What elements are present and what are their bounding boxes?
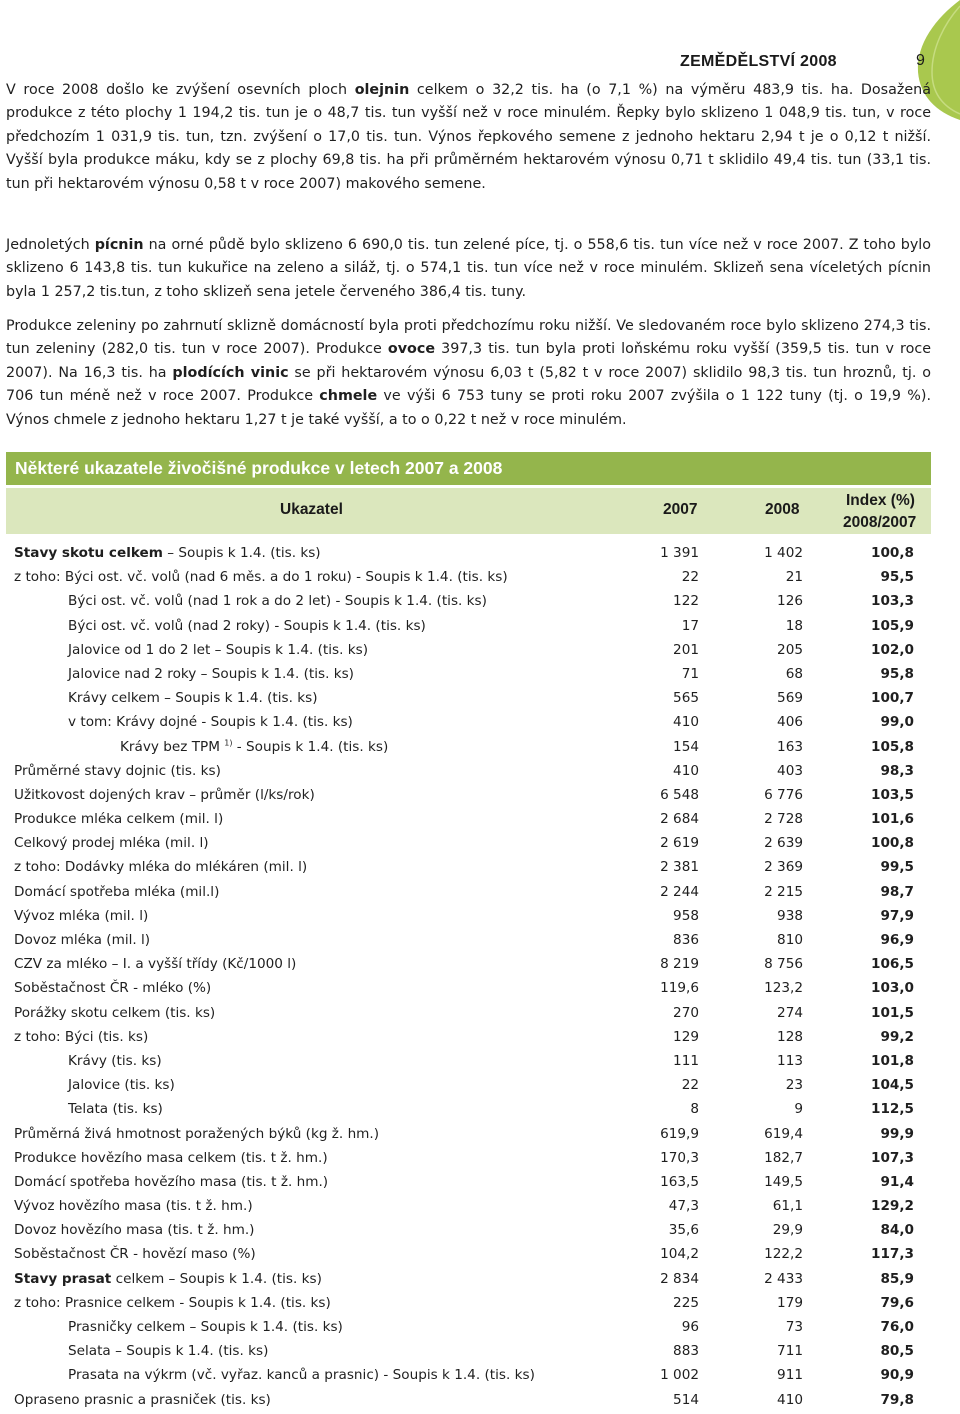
index-value: 99,0 [880,714,914,731]
row-label [14,1388,271,1412]
text-run: V roce 2008 došlo ke zvýšení osevních ploch [6,82,355,98]
index-value: 105,8 [871,738,914,755]
row-label-text: – Soupis k 1.4. (tis. ks) [162,545,321,561]
value-2007: 201 [673,641,699,658]
row-label-text: Selata – Soupis k 1.4. (tis. ks) [68,1343,269,1360]
value-2008: 182,7 [764,1149,803,1166]
table-row [6,1339,931,1363]
row-label-text: Jalovice od 1 do 2 let – Soupis k 1.4. (tis. ks) [68,641,369,658]
index-value: 79,8 [880,1391,914,1408]
row-label [14,1291,331,1315]
table-row [6,614,931,638]
value-2008: 2 369 [764,859,803,876]
value-2008: 21 [785,569,803,586]
page-number: 9 [916,52,925,69]
row-label [120,735,388,759]
row-label [14,1242,256,1266]
row-label-bold: Stavy prasat [14,1270,112,1287]
table-row [6,1194,931,1218]
highlighted-term: pícnin [94,237,144,253]
value-2008: 2 433 [764,1270,803,1287]
value-2008: 2 728 [764,811,803,828]
index-value: 103,3 [871,593,914,610]
value-2007: 96 [681,1319,699,1335]
value-2008: 163 [777,738,803,755]
row-label [14,1001,215,1025]
table-header [6,488,931,534]
value-2007: 47,3 [668,1198,699,1215]
row-label [14,855,307,879]
table-row [6,1388,931,1412]
paragraph-vegetables [6,315,931,432]
value-2008: 205 [777,641,803,658]
row-label [14,880,219,904]
table-body [6,541,931,1412]
table-row [6,1315,931,1339]
table-row [6,904,931,928]
index-value: 97,9 [880,907,914,924]
index-value: 76,0 [880,1319,914,1335]
value-2007: 22 [681,1077,699,1094]
value-2007: 2 381 [660,859,699,876]
row-label-text: z toho: Býci (tis. ks) [14,1028,149,1045]
row-label-text: Domácí spotřeba hovězího masa (tis. t ž. hm.) [14,1173,329,1190]
value-2007: 2 244 [660,883,699,900]
index-value: 103,0 [871,980,914,997]
value-2008: 711 [777,1343,803,1360]
paragraph-oilseeds [6,79,931,196]
row-label [14,1194,253,1218]
table-row [6,1170,931,1194]
value-2007: 836 [673,932,699,948]
index-value: 98,3 [880,762,914,779]
row-label [14,783,315,807]
value-2007: 119,6 [660,980,699,997]
row-label [14,807,223,831]
row-label [14,565,508,589]
row-label [14,1267,322,1291]
index-value: 101,6 [871,811,914,828]
value-2008: 569 [777,690,803,707]
index-value: 91,4 [880,1173,914,1190]
text-run: Produkce zeleniny po zahrnutí sklizně domácností byla proti předchozímu roku nižší. Ve sledovaném roce bylo sklizeno 274,3 tis. tun zeleniny (282,0 tis. tun v roce 2007). Produkce [6,318,931,358]
index-value: 117,3 [871,1246,914,1263]
value-2008: 938 [777,907,803,924]
row-label [68,589,487,613]
table-row [6,783,931,807]
table-row [6,1267,931,1291]
value-2007: 1 002 [660,1367,699,1384]
value-2008: 123,2 [764,980,803,997]
index-value: 96,9 [880,932,914,948]
row-label [68,710,353,734]
row-label-bold: Stavy skotu celkem [14,545,163,561]
row-label [68,614,426,638]
value-2007: 619,9 [660,1125,699,1142]
index-value: 99,5 [880,859,914,876]
value-2007: 163,5 [660,1173,699,1190]
table-row [6,1146,931,1170]
row-label [14,1146,328,1170]
row-label [14,541,321,565]
table-row [6,976,931,1000]
table-row [6,1049,931,1073]
highlighted-term: plodících vinic [172,364,289,381]
table-row [6,831,931,855]
value-2007: 35,6 [668,1222,699,1239]
index-value: 107,3 [871,1149,914,1166]
value-2007: 958 [673,907,699,924]
section-title: ZEMĚDĚLSTVÍ 2008 [680,53,837,70]
row-label [14,1025,148,1049]
value-2007: 2 619 [660,835,699,852]
text-run: ve výši 6 753 tuny se proti roku 2007 zvýšila o 1 122 tuny (tj. o 19,9 %). Výnos chmele z jednoho hektaru 1,27 t je také vyšší, a to o 0,22 t než v roce minulém. [6,388,931,428]
row-label [68,638,368,662]
value-2008: 73 [785,1319,803,1335]
value-2007: 2 684 [660,811,699,828]
value-2008: 29,9 [772,1222,803,1239]
index-value: 90,9 [880,1367,914,1384]
row-label [14,976,211,1000]
table-row [6,710,931,734]
table-row [6,589,931,613]
value-2008: 8 756 [764,956,803,973]
value-2007: 2 834 [660,1270,699,1287]
value-2007: 111 [673,1052,699,1069]
value-2008: 2 215 [764,883,803,900]
index-value: 95,5 [880,569,914,586]
table-row [6,952,931,976]
value-2008: 18 [785,617,803,634]
index-value: 104,5 [871,1077,914,1094]
value-2008: 6 776 [764,786,803,803]
index-value: 84,0 [880,1222,914,1239]
row-label-text: Domácí spotřeba mléka (mil.l) [14,883,220,900]
text-run: se při hektarovém výnosu 6,03 t (5,82 t v roce 2007) sklidilo 98,3 tis. tun hroznů, tj. o 706 tun méně než v roce 2007. Produkce [6,364,931,405]
value-2007: 122 [673,593,699,610]
row-label [14,952,296,976]
text-run: na orné půdě bylo sklizeno 6 690,0 tis. tun zelené píce, tj. o 558,6 tis. tun více než v roce 2007. Z toho bylo sklizeno 6 143,8 tis. tun kukuřice na zeleno a siláž, tj. o 574,1 tis. tun více než v roce minulém. Sklizeň sena víceletých pícnin byla 1 257,2 tis.tun, z toho sklizeň sena jetele červeného 386,4 tis. tuny. [6,237,931,300]
value-2007: 410 [673,714,699,731]
table-row [6,662,931,686]
row-label [14,928,150,952]
table-row [6,638,931,662]
index-value: 99,9 [880,1125,914,1142]
table-row [6,880,931,904]
row-label-text: - Soupis k 1.4. (tis. ks) [232,738,389,755]
value-2007: 71 [681,665,699,682]
table-row [6,1073,931,1097]
value-2007: 6 548 [660,786,699,803]
row-label-text: CZV za mléko – I. a vyšší třídy (Kč/1000 l) [14,956,297,973]
value-2008: 126 [777,593,803,610]
value-2007: 104,2 [660,1246,699,1263]
column-header-index: Index (%) [846,492,915,509]
value-2007: 17 [681,617,699,634]
column-header-indicator: Ukazatel [280,501,343,518]
value-2008: 122,2 [764,1246,803,1263]
table-row [6,759,931,783]
row-label-text: Býci ost. vč. volů (nad 1 rok a do 2 let) - Soupis k 1.4. (tis. ks) [68,593,487,610]
value-2007: 170,3 [660,1149,699,1166]
text-run: 397,3 tis. tun byla proti loňskému roku vyšší (359,5 tis. tun v roce 2007). Na 16,3 tis. ha [6,341,932,381]
value-2008: 810 [777,932,803,948]
highlighted-term: chmele [319,388,378,405]
row-label-text: Porážky skotu celkem (tis. ks) [14,1004,216,1021]
row-label-text: Soběstačnost ČR - mléko (%) [14,980,212,997]
row-label-text: Opraseno prasnic a prasniček (tis. ks) [14,1391,271,1408]
row-label-text: z toho: Dodávky mléka do mlékáren (mil. l) [14,859,308,876]
column-header-index-years: 2008/2007 [843,514,917,531]
row-label [68,1073,175,1097]
value-2008: 911 [777,1367,803,1384]
value-2008: 149,5 [764,1173,803,1190]
value-2007: 1 391 [660,545,699,561]
row-label [14,1218,254,1242]
index-value: 112,5 [871,1101,914,1118]
table-row [6,1363,931,1387]
row-label-text: Průměrná živá hmotnost poražených býků (kg ž. hm.) [14,1125,380,1142]
row-label-text: Vývoz mléka (mil. l) [14,907,149,924]
row-label-text: celkem – Soupis k 1.4. (tis. ks) [111,1270,322,1287]
index-value: 101,5 [871,1004,914,1021]
value-2007: 514 [673,1391,699,1408]
table-row [6,686,931,710]
row-label-text: Produkce mléka celkem (mil. l) [14,811,224,828]
row-label-text: Telata (tis. ks) [68,1101,163,1118]
row-label [68,1339,268,1363]
row-label [14,1122,379,1146]
row-label-text: Celkový prodej mléka (mil. l) [14,835,209,852]
value-2007: 129 [673,1028,699,1045]
value-2008: 2 639 [764,835,803,852]
row-label-text: z toho: Prasnice celkem - Soupis k 1.4. (tis. ks) [14,1294,331,1311]
value-2008: 410 [777,1391,803,1408]
table-title: Některé ukazatele živočišné produkce v letech 2007 a 2008 [6,452,931,485]
row-label-text: Prasata na výkrm (vč. vyřaz. kanců a prasnic) - Soupis k 1.4. (tis. ks) [68,1367,535,1384]
table-row [6,1218,931,1242]
paragraph-fodder [6,234,931,304]
table-row [6,1025,931,1049]
value-2008: 274 [777,1004,803,1021]
value-2007: 8 219 [660,956,699,973]
row-label-text: Krávy (tis. ks) [68,1052,162,1069]
index-value: 103,5 [871,786,914,803]
table-row [6,565,931,589]
value-2008: 128 [777,1028,803,1045]
row-label [68,1363,535,1387]
value-2007: 565 [673,690,699,707]
value-2008: 403 [777,762,803,779]
row-label [14,904,148,928]
row-label [14,831,209,855]
value-2008: 9 [794,1101,803,1118]
table-row [6,541,931,565]
index-value: 129,2 [871,1198,914,1215]
table-row [6,1001,931,1025]
index-value: 106,5 [871,956,914,973]
index-value: 95,8 [880,665,914,682]
table-row [6,1097,931,1121]
table-row [6,855,931,879]
index-value: 98,7 [880,883,914,900]
index-value: 100,8 [871,835,914,852]
index-value: 100,8 [871,545,914,561]
table-row [6,735,931,759]
row-label [68,1049,162,1073]
value-2007: 8 [690,1101,699,1118]
row-label-text: Krávy bez TPM [120,738,220,755]
value-2007: 22 [681,569,699,586]
row-label [68,1097,163,1121]
row-label-text: Dovoz hovězího masa (tis. t ž. hm.) [14,1222,255,1239]
row-label-text: Vývoz hovězího masa (tis. t ž. hm.) [14,1198,253,1215]
value-2007: 883 [673,1343,699,1360]
index-value: 102,0 [871,641,914,658]
text-run: celkem o 32,2 tis. ha (o 7,1 %) na výměru 483,9 tis. ha. Dosažená produkce z této plochy 1 194,2 tis. tun je o 48,7 tis. tun vyšší než v roce minulém. Řepky bylo sklizeno 1 048,9 tis. tun, v roce předchozím 1 031,9 tis. tun, tzn. zvýšení o 17,0 tis. tun. Výnos řepkového semene z jednoho hektaru 2,94 t je o 0,12 t nižší. Vyšší byla produkce máku, kdy se z plochy 69,8 tis. ha při průměrném hektarovém výnosu 0,71 t sklidilo 49,4 tis. tun (33,1 tis. tun při hektarovém výnosu 0,58 t v roce 2007) makového semene. [6,82,931,192]
row-label [14,759,221,783]
index-value: 105,9 [871,617,914,634]
row-label [68,662,354,686]
table-row [6,1122,931,1146]
row-label [68,686,318,710]
value-2007: 270 [673,1004,699,1021]
row-label-text: z toho: Býci ost. vč. volů (nad 6 měs. a do 1 roku) - Soupis k 1.4. (tis. ks) [14,569,508,586]
highlighted-term: olejnin [354,82,410,98]
row-label-text: Produkce hovězího masa celkem (tis. t ž. hm.) [14,1149,328,1166]
index-value: 85,9 [880,1270,914,1287]
footnote-mark: 1) [224,737,233,747]
row-label-text: Dovoz mléka (mil. l) [14,932,151,948]
value-2008: 1 402 [764,545,803,561]
row-label-text: Býci ost. vč. volů (nad 2 roky) - Soupis k 1.4. (tis. ks) [68,617,426,634]
row-label-text: Průměrné stavy dojnic (tis. ks) [14,762,221,779]
table-row [6,1242,931,1266]
row-label-text: v tom: Krávy dojné - Soupis k 1.4. (tis. ks) [68,714,353,731]
value-2008: 61,1 [772,1198,803,1215]
value-2007: 410 [673,762,699,779]
row-label-text: Krávy celkem – Soupis k 1.4. (tis. ks) [68,690,318,707]
column-header-2007: 2007 [663,501,698,518]
row-label-text: Soběstačnost ČR - hovězí maso (%) [14,1246,256,1263]
value-2008: 619,4 [764,1125,803,1142]
column-header-2008: 2008 [765,501,800,518]
table-row [6,807,931,831]
index-value: 100,7 [871,690,914,707]
highlighted-term: ovoce [387,341,436,358]
index-value: 101,8 [871,1052,914,1069]
text-run: Jednoletých [6,237,95,253]
value-2007: 225 [673,1294,699,1311]
row-label [14,1170,328,1194]
row-label-text: Užitkovost dojených krav – průměr (l/ks/rok) [14,786,315,803]
value-2007: 154 [673,738,699,755]
table-row [6,1291,931,1315]
value-2008: 23 [785,1077,803,1094]
row-label-text: Jalovice nad 2 roky – Soupis k 1.4. (tis. ks) [68,665,354,682]
row-label-text: Jalovice (tis. ks) [68,1077,175,1094]
index-value: 79,6 [880,1294,914,1311]
value-2008: 113 [777,1052,803,1069]
value-2008: 68 [785,665,803,682]
table-row [6,928,931,952]
value-2008: 179 [777,1294,803,1311]
row-label-text: Prasničky celkem – Soupis k 1.4. (tis. ks) [68,1319,343,1335]
index-value: 99,2 [880,1028,914,1045]
value-2008: 406 [777,714,803,731]
row-label [68,1315,343,1339]
index-value: 80,5 [880,1343,914,1360]
